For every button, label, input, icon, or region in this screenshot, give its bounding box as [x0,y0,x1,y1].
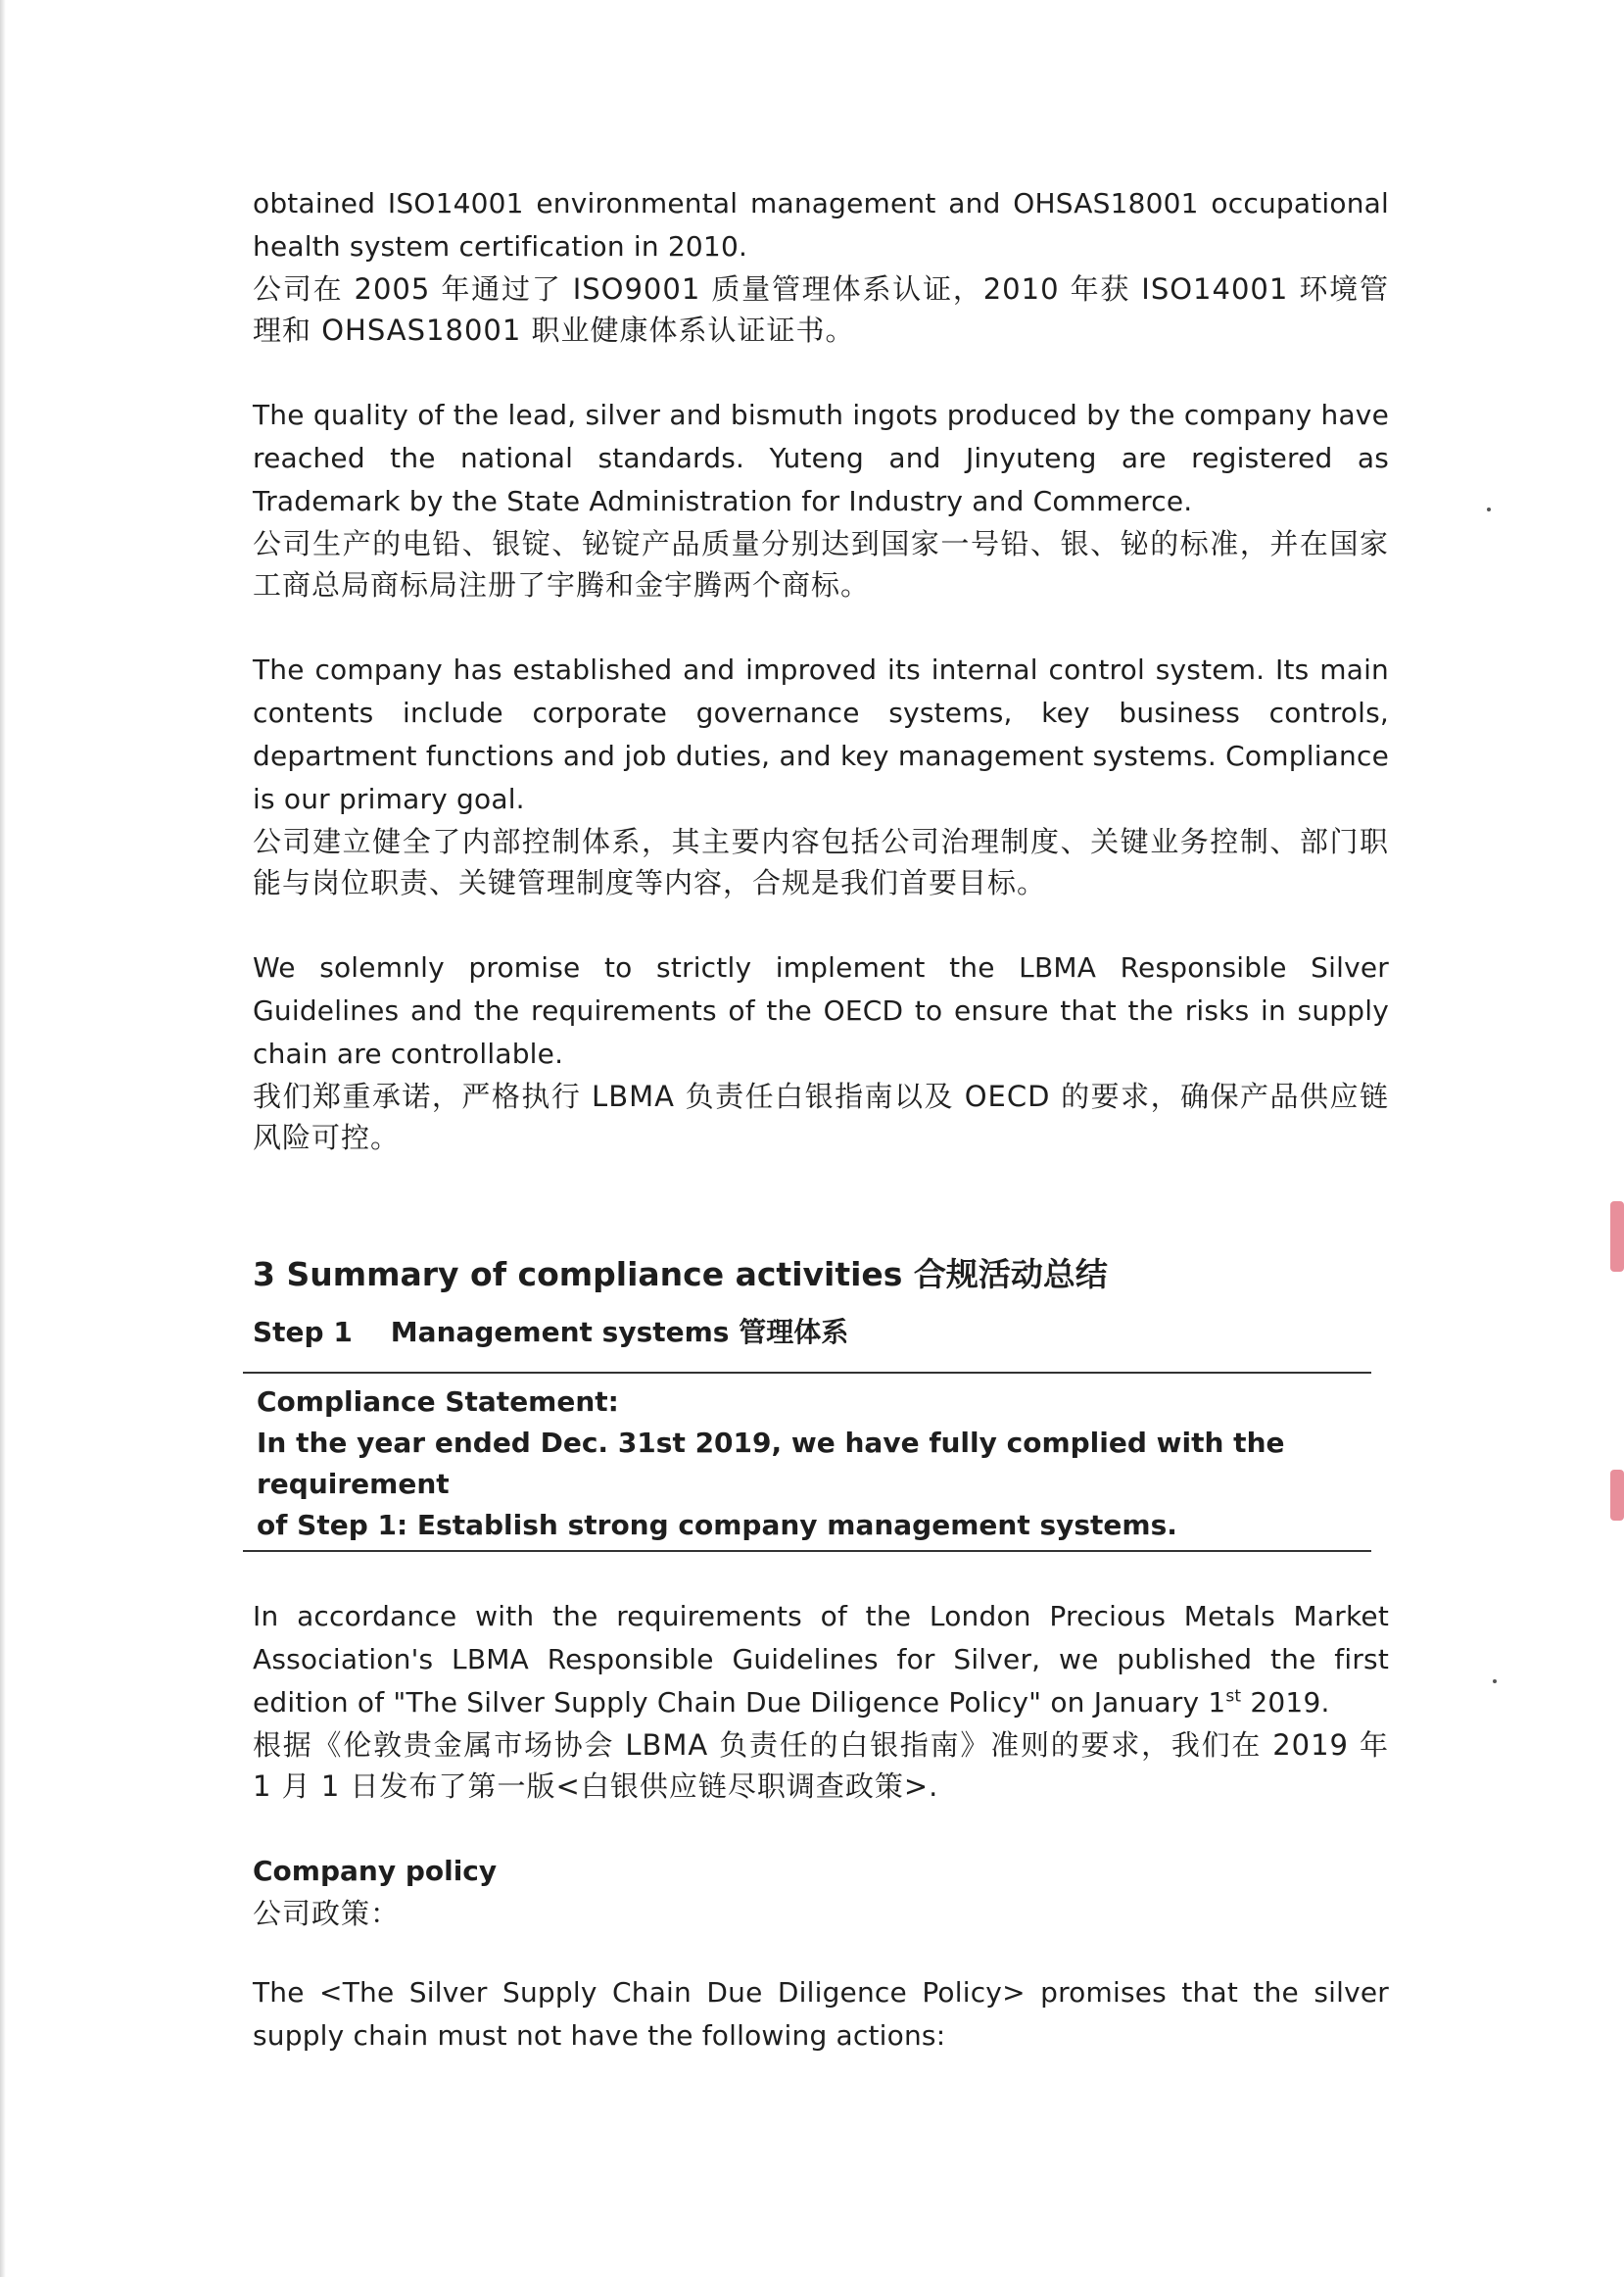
scan-edge-shadow [0,0,6,2277]
seal-edge-mark-upper [1610,1201,1624,1272]
step-title: Step 1 Management systems 管理体系 [253,1316,849,1348]
compliance-statement-line2: of Step 1: Establish strong company management systems. [257,1509,1177,1541]
compliance-statement-box [243,1372,1371,1552]
paragraph-accordance-en [253,1595,1389,1724]
accordance-superscript: st [1225,1686,1242,1707]
paragraph-quality-zh: 公司生产的电铅、银锭、铋锭产品质量分别达到国家一号铅、银、铋的标准，并在国家工商总局商标局注册了宇腾和金宇腾两个商标。 [253,527,1389,602]
compliance-statement-line1: In the year ended Dec. 31st 2019, we have fully complied with the requirement [257,1427,1285,1500]
paragraph-internal-control-en: The company has established and improved its internal control system. Its main contents include corporate governance systems, key business controls, department functions and job duties, and key management systems. Compliance is our primary goal. [253,654,1389,815]
paragraph-quality-en: The quality of the lead, silver and bismuth ingots produced by the company have reached the national standards. Yuteng and Jinyuteng are registered as Trademark by the State Administration for Industry and Commerce. [253,399,1389,517]
paragraph-promise-zh: 我们郑重承诺，严格执行 LBMA 负责任白银指南以及 OECD 的要求，确保产品供应链风险可控。 [253,1080,1389,1154]
scan-speck [1493,1679,1497,1683]
accordance-text: In accordance with the requirements of the London Precious Metals Market Association's LBMA Responsible Guidelines for Silver, we published the first edition of "The Silver Supply Chain Due Diligence Policy" on January 1 [253,1600,1389,1719]
seal-edge-mark-lower [1610,1470,1624,1521]
paragraph-policy-text: The <The Silver Supply Chain Due Diligence Policy> promises that the silver supply chain must not have the following actions: [253,1976,1389,2052]
paragraph-certification-zh: 公司在 2005 年通过了 ISO9001 质量管理体系认证，2010 年获 ISO14001 环境管理和 OHSAS18001 职业健康体系认证证书。 [253,272,1389,347]
accordance-text-end: 2019. [1241,1686,1330,1719]
compliance-statement-label: Compliance Statement: [257,1385,619,1418]
paragraph-promise-en: We solemnly promise to strictly implement the LBMA Responsible Silver Guidelines and the requirements of the OECD to ensure that the risks in supply chain are controllable. [253,951,1389,1070]
paragraph-accordance-zh: 根据《伦敦贵金属市场协会 LBMA 负责任的白银指南》准则的要求，我们在 2019 年 1 月 1 日发布了第一版<白银供应链尽职调查政策>. [253,1728,1389,1803]
company-policy-heading-zh: 公司政策： [253,1897,401,1930]
paragraph-certification-en: obtained ISO14001 environmental management and OHSAS18001 occupational health system certification in 2010. [253,187,1389,263]
document-content [253,182,1389,2058]
scan-speck [1487,508,1491,511]
company-policy-heading: Company policy [253,1855,498,1887]
section-title: 3 Summary of compliance activities 合规活动总结 [253,1255,1108,1293]
paragraph-internal-control-zh: 公司建立健全了内部控制体系，其主要内容包括公司治理制度、关键业务控制、部门职能与岗位职责、关键管理制度等内容，合规是我们首要目标。 [253,825,1389,899]
